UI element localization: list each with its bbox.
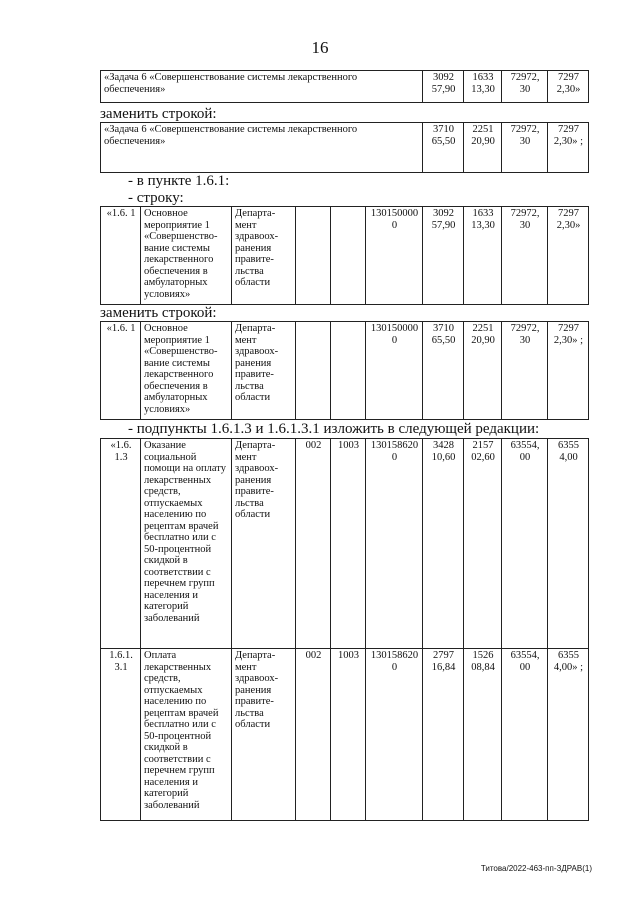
value-cell: 3710 65,50 — [423, 322, 464, 420]
table-row — [101, 123, 589, 173]
value-cell: 1633 13,30 — [464, 71, 502, 103]
value-cell: 2797 16,84 — [423, 649, 464, 821]
task-text: «Задача 6 «Совершенствование системы лекарственного обеспечения» — [101, 123, 423, 173]
rzpr-code — [331, 207, 366, 305]
replace-label: заменить строкой: — [100, 305, 217, 321]
value-cell: 3092 57,90 — [423, 71, 464, 103]
rzpr-code — [331, 322, 366, 420]
department: Департа-мент здравоох-ранения правите-льства области — [232, 207, 296, 305]
zadacha-new-table — [100, 122, 589, 173]
value-cell: 7297 2,30» — [548, 207, 589, 305]
measure-name: Оказание социальной помощи на оплату лекарственных средств, отпускаемых населению по рецептам врачей бесплатно или с 50-процентной скидкой в соответствии с перечнем групп населения и категорий заболеваний — [141, 439, 232, 649]
value-cell: 2251 20,90 — [464, 123, 502, 173]
bullet-in-point: - в пункте 1.6.1: — [128, 173, 230, 189]
table-row — [101, 439, 589, 649]
grbs-code — [296, 207, 331, 305]
zadacha-old-table — [100, 70, 589, 103]
value-cell: 7297 2,30» — [548, 71, 589, 103]
csr-code: 130150000 0 — [366, 207, 423, 305]
value-cell: 3710 65,50 — [423, 123, 464, 173]
bullet-row: - строку: — [128, 190, 184, 206]
bullet-subpoints: - подпункты 1.6.1.3 и 1.6.1.3.1 изложить в следующей редакции: — [128, 421, 540, 437]
value-cell: 63554, 00 — [502, 649, 548, 821]
value-cell: 1526 08,84 — [464, 649, 502, 821]
row-number: «1.6. 1 — [101, 322, 141, 420]
row-number: «1.6. 1.3 — [101, 439, 141, 649]
row-number: 1.6.1. 3.1 — [101, 649, 141, 821]
grbs-code: 002 — [296, 439, 331, 649]
value-cell: 72972, 30 — [502, 207, 548, 305]
value-cell: 2251 20,90 — [464, 322, 502, 420]
table-row — [101, 71, 589, 103]
value-cell: 3092 57,90 — [423, 207, 464, 305]
document-footer-id: Титова/2022-463-пп-ЗДРАВ(1) — [480, 864, 592, 873]
value-cell: 72972, 30 — [502, 123, 548, 173]
value-cell: 2157 02,60 — [464, 439, 502, 649]
table-row — [101, 322, 589, 420]
grbs-code — [296, 322, 331, 420]
page-number: 16 — [311, 38, 329, 57]
task-text: «Задача 6 «Совершенствование системы лекарственного обеспечения» — [101, 71, 423, 103]
replace-label: заменить строкой: — [100, 106, 217, 122]
table-row — [101, 649, 589, 821]
measure-name: Основное мероприятие 1 «Совершенство-вание системы лекарственного обеспечения в амбулаторных условиях» — [141, 207, 232, 305]
value-cell: 7297 2,30» ; — [548, 123, 589, 173]
measure-name: Основное мероприятие 1 «Совершенство-вание системы лекарственного обеспечения в амбулаторных условиях» — [141, 322, 232, 420]
department: Департа-мент здравоох-ранения правите-льства области — [232, 439, 296, 649]
value-cell: 1633 13,30 — [464, 207, 502, 305]
rzpr-code: 1003 — [331, 439, 366, 649]
department: Департа-мент здравоох-ранения правите-льства области — [232, 649, 296, 821]
value-cell: 7297 2,30» ; — [548, 322, 589, 420]
value-cell: 72972, 30 — [502, 71, 548, 103]
value-cell: 6355 4,00 — [548, 439, 589, 649]
csr-code: 130158620 0 — [366, 649, 423, 821]
grbs-code: 002 — [296, 649, 331, 821]
value-cell: 72972, 30 — [502, 322, 548, 420]
row-number: «1.6. 1 — [101, 207, 141, 305]
csr-code: 130150000 0 — [366, 322, 423, 420]
value-cell: 3428 10,60 — [423, 439, 464, 649]
table-row — [101, 207, 589, 305]
row-161-old-table — [100, 206, 589, 305]
csr-code: 130158620 0 — [366, 439, 423, 649]
measure-name: Оплата лекарственных средств, отпускаемых населению по рецептам врачей бесплатно или с 50-процентной скидкой в соответствии с перечнем групп населения и категорий заболеваний — [141, 649, 232, 821]
subpoints-table — [100, 438, 589, 821]
value-cell: 63554, 00 — [502, 439, 548, 649]
row-161-new-table — [100, 321, 589, 420]
value-cell: 6355 4,00» ; — [548, 649, 589, 821]
department: Департа-мент здравоох-ранения правите-льства области — [232, 322, 296, 420]
rzpr-code: 1003 — [331, 649, 366, 821]
